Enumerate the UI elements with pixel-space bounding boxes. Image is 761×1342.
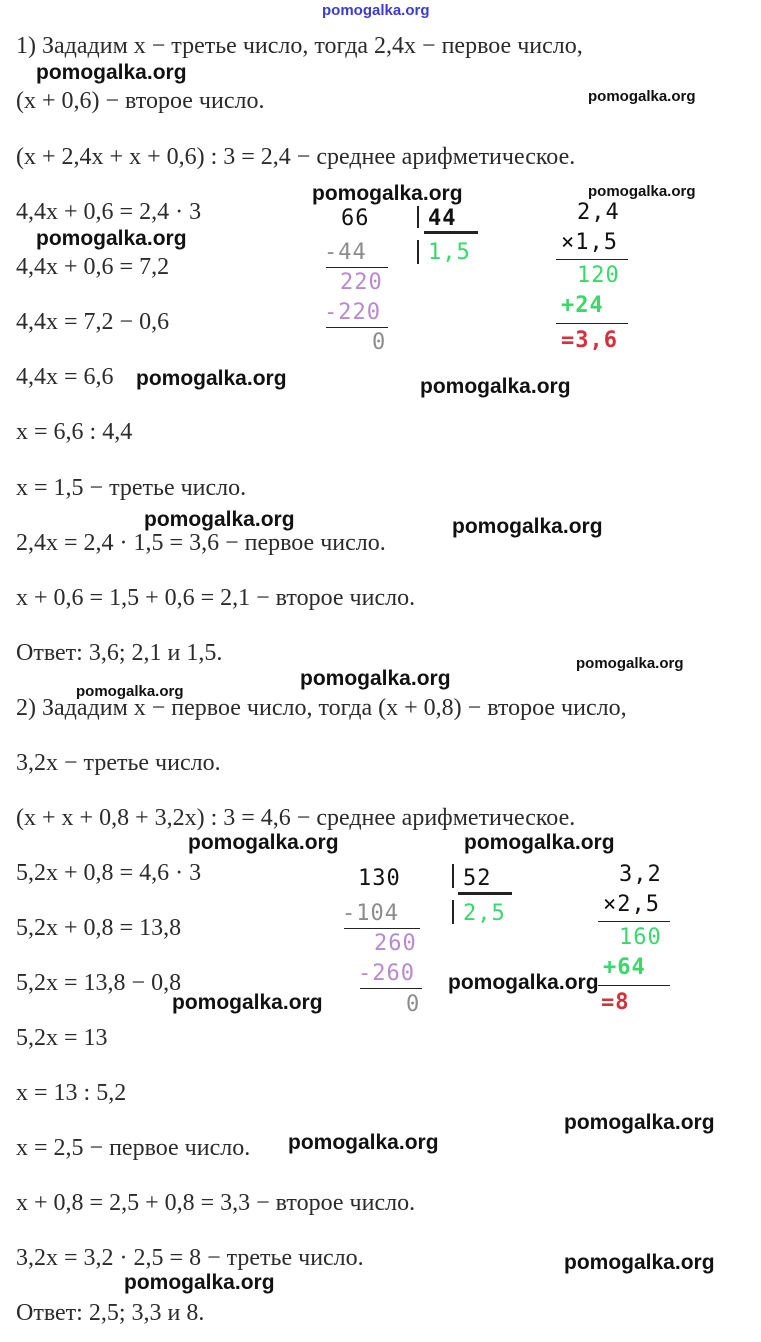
multiplication-result: =8 xyxy=(601,990,630,1015)
part1-line-4: 4,4x + 0,6 = 2,4 · 3 xyxy=(16,199,202,225)
multiplication-partial-2: +64 xyxy=(603,955,646,980)
part1-line-1: 1) Зададим x − третье число, тогда 2,4x − первое число, xyxy=(16,33,583,59)
site-watermark: pomogalka.org xyxy=(188,831,339,854)
site-watermark: pomogalka.org xyxy=(576,655,684,672)
part2-line-1: 2) Зададим x − первое число, тогда (x + 0,8) − второе число, xyxy=(16,695,627,721)
multiplication-factor-a: 3,2 xyxy=(619,862,662,887)
multiplication-factor-a: 2,4 xyxy=(577,200,620,225)
site-watermark: pomogalka.org xyxy=(76,683,184,700)
part1-line-2: (x + 0,6) − второе число. xyxy=(16,88,265,114)
site-watermark: pomogalka.org xyxy=(452,515,603,538)
part2-line-5: 5,2x + 0,8 = 13,8 xyxy=(16,915,182,941)
part2-line-2: 3,2x − третье число. xyxy=(16,750,221,776)
part1-line-6: 4,4x = 7,2 − 0,6 xyxy=(16,309,170,335)
division-subtract-1: -104 xyxy=(342,901,399,926)
division-dividend: 66 xyxy=(341,206,370,231)
site-watermark: pomogalka.org xyxy=(564,1251,715,1274)
multiplication-factor-b: ×2,5 xyxy=(603,892,660,917)
part1-line-9: x = 1,5 − третье число. xyxy=(16,475,247,501)
site-watermark: pomogalka.org xyxy=(448,971,599,994)
part1-line-10: 2,4x = 2,4 · 1,5 = 3,6 − первое число. xyxy=(16,530,386,556)
division-dividend: 130 xyxy=(358,866,401,891)
division-divisor: 44 xyxy=(428,206,457,231)
part2-line-6: 5,2x = 13,8 − 0,8 xyxy=(16,970,182,996)
site-watermark-top: pomogalka.org xyxy=(322,2,430,19)
part1-line-3: (x + 2,4x + x + 0,6) : 3 = 2,4 − среднее арифметическое. xyxy=(16,144,576,170)
division-subtract-2: -260 xyxy=(358,961,415,986)
division-subtract-1: -44 xyxy=(324,240,367,265)
site-watermark: pomogalka.org xyxy=(420,375,571,398)
site-watermark: pomogalka.org xyxy=(588,88,696,105)
site-watermark: pomogalka.org xyxy=(36,227,187,250)
division-remainder-2: 0 xyxy=(372,330,387,355)
part2-line-11: 3,2x = 3,2 · 2,5 = 8 − третье число. xyxy=(16,1245,364,1271)
multiplication-partial-2: +24 xyxy=(561,293,604,318)
site-watermark: pomogalka.org xyxy=(312,182,463,205)
division-remainder-1: 220 xyxy=(340,270,383,295)
site-watermark: pomogalka.org xyxy=(36,61,187,84)
site-watermark: pomogalka.org xyxy=(136,367,287,390)
part1-line-8: x = 6,6 : 4,4 xyxy=(16,419,133,445)
part1-line-7: 4,4x = 6,6 xyxy=(16,364,114,390)
part1-line-5: 4,4x + 0,6 = 7,2 xyxy=(16,254,170,280)
multiplication-result: =3,6 xyxy=(561,328,618,353)
multiplication-factor-b: ×1,5 xyxy=(561,230,618,255)
part2-answer: Ответ: 2,5; 3,3 и 8. xyxy=(16,1300,205,1326)
part2-line-9: x = 2,5 − первое число. xyxy=(16,1135,251,1161)
division-remainder-2: 0 xyxy=(406,992,421,1017)
division-quotient: 1,5 xyxy=(428,240,471,265)
site-watermark: pomogalka.org xyxy=(288,1131,439,1154)
site-watermark: pomogalka.org xyxy=(172,991,323,1014)
multiplication-partial-1: 160 xyxy=(619,925,662,950)
part1-line-11: x + 0,6 = 1,5 + 0,6 = 2,1 − второе число. xyxy=(16,585,416,611)
part2-line-10: x + 0,8 = 2,5 + 0,8 = 3,3 − второе число. xyxy=(16,1190,416,1216)
part2-line-4: 5,2x + 0,8 = 4,6 · 3 xyxy=(16,860,202,886)
site-watermark: pomogalka.org xyxy=(588,183,696,200)
division-divisor: 52 xyxy=(463,866,492,891)
part2-line-3: (x + x + 0,8 + 3,2x) : 3 = 4,6 − среднее арифметическое. xyxy=(16,805,576,831)
division-subtract-2: -220 xyxy=(324,300,381,325)
site-watermark: pomogalka.org xyxy=(464,831,615,854)
site-watermark: pomogalka.org xyxy=(564,1111,715,1134)
part2-line-7: 5,2x = 13 xyxy=(16,1025,108,1051)
division-remainder-1: 260 xyxy=(374,931,417,956)
site-watermark: pomogalka.org xyxy=(124,1271,275,1294)
multiplication-partial-1: 120 xyxy=(577,263,620,288)
part2-line-8: x = 13 : 5,2 xyxy=(16,1080,127,1106)
division-quotient: 2,5 xyxy=(463,901,506,926)
site-watermark: pomogalka.org xyxy=(144,508,295,531)
site-watermark: pomogalka.org xyxy=(300,667,451,690)
part1-answer: Ответ: 3,6; 2,1 и 1,5. xyxy=(16,640,223,666)
